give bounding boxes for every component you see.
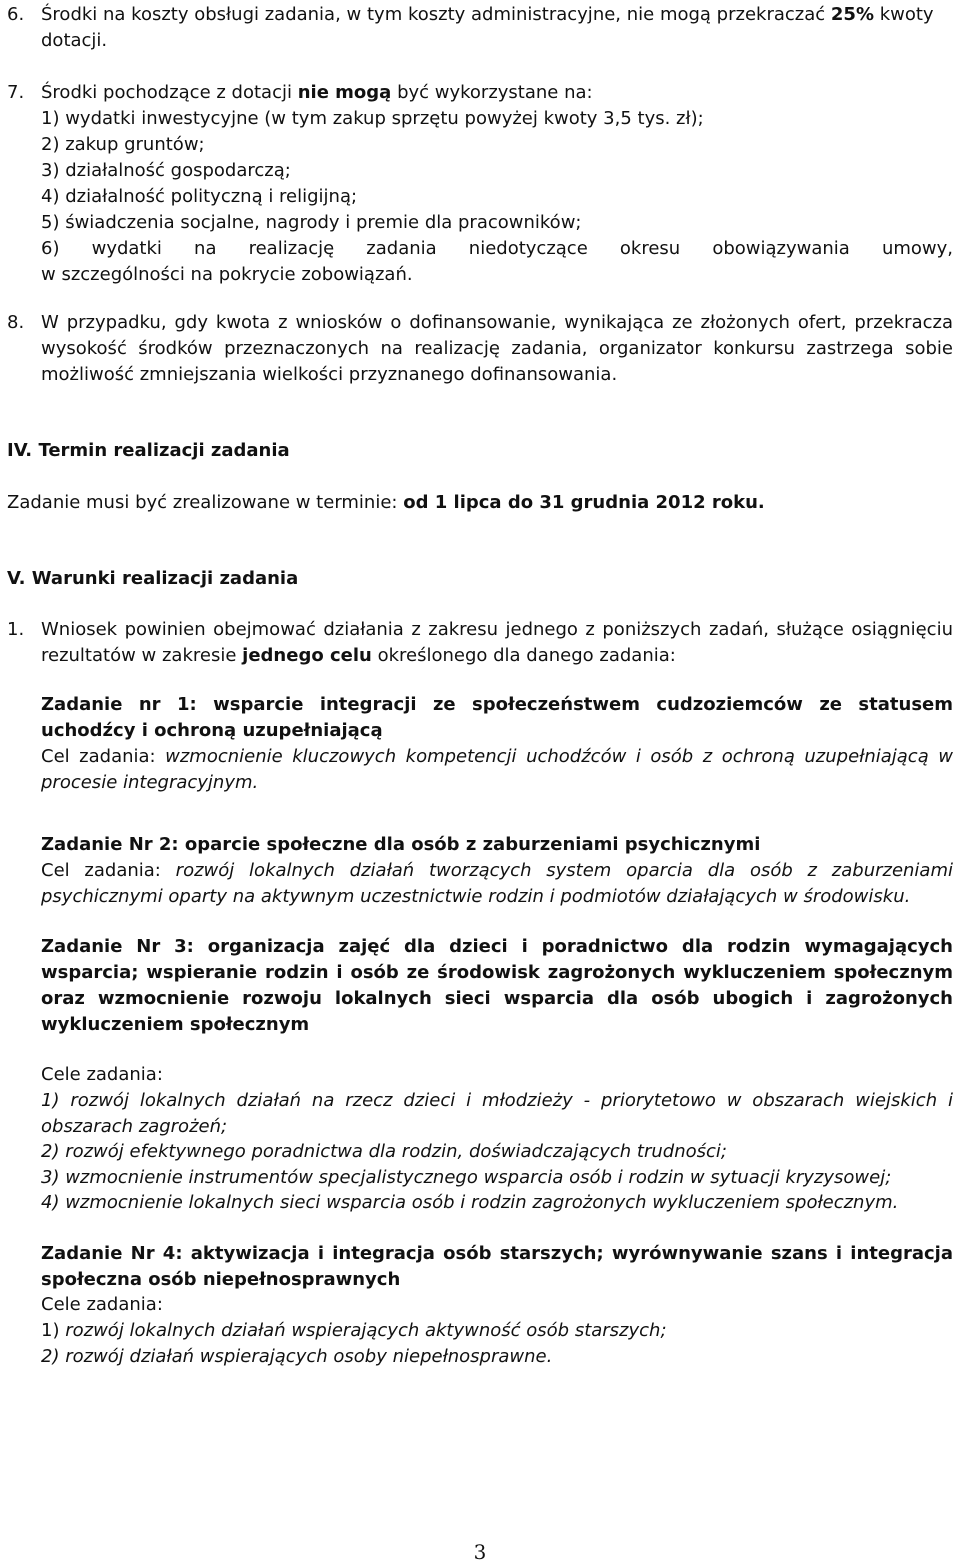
task-3-goal: 1) rozwój lokalnych działań na rzecz dzieci i młodzieży - priorytetowo w obszarach wiejskich i obszarach zagrożeń; [41, 1090, 953, 1137]
goal-label: Cel zadania: [41, 746, 156, 767]
list-item: 2) zakup gruntów; [41, 134, 205, 155]
term-dates: od 1 lipca do 31 grudnia 2012 roku. [403, 492, 765, 513]
task-2-title: Zadanie Nr 2: oparcie społeczne dla osób z zaburzeniami psychicznymi [41, 834, 761, 855]
section-v-heading: V. Warunki realizacji zadania [7, 568, 299, 589]
term-text: Zadanie musi być zrealizowane w terminie: [7, 492, 398, 513]
point-text-end: być wykorzystane na: [397, 82, 593, 103]
list-item: 4) działalność polityczną i religijną; [41, 186, 358, 207]
task-3-goal: 4) wzmocnienie lokalnych sieci wsparcia osób i rodzin zagrożonych wykluczeniem społecznym. [41, 1192, 899, 1213]
emphasis: jednego celu [242, 645, 372, 666]
condition-1 [7, 617, 953, 669]
section-iv-heading [7, 438, 919, 464]
percent-limit: 25% [830, 4, 874, 25]
condition-text-end: określonego dla danego zadania: [377, 645, 676, 666]
point-number: 1. [7, 619, 25, 640]
goal-text: wzmocnienie kluczowych kompetencji uchodźców i osób z ochroną uzupełniającą w procesie integracyjnym. [41, 746, 953, 793]
list-item-continued: w szczególności na pokrycie zobowiązań. [41, 264, 413, 285]
goal-text: rozwój lokalnych działań tworzących system oparcia dla osób z zaburzeniami psychicznymi oparty na aktywnym uczestnictwie rodzin i podmiotów działających w środowisku. [41, 860, 953, 907]
task-4-goal-label: Cele zadania: [41, 1294, 163, 1315]
list-item: 6) wydatki na realizację zadania niedotyczące okresu obowiązywania umowy, [41, 238, 953, 259]
task-1-goal [41, 744, 953, 796]
task-3-goal-label: Cele zadania: [41, 1064, 163, 1085]
goal-text: rozwój lokalnych działań wspierających aktywność osób starszych; [65, 1320, 667, 1341]
term-sentence [7, 490, 919, 516]
point-number: 8. [7, 312, 25, 333]
roman-numeral: IV. [7, 440, 33, 461]
point-7 [7, 80, 953, 288]
task-3-goal: 3) wzmocnienie instrumentów specjalistycznego wsparcia osób i rodzin w sytuacji kryzysowej; [41, 1167, 892, 1188]
goal-number: 1) [41, 1320, 60, 1341]
point-number: 6. [7, 4, 25, 25]
point-text: W przypadku, gdy kwota z wniosków o dofinansowanie, wynikająca ze złożonych ofert, przekracza wysokość środków przeznaczonych na realizację zadania, organizator konkursu zastrzega sobie możliwość zmniejszania wielkości przyznanego dofinansowania. [41, 312, 953, 385]
task-2-goal [41, 858, 953, 910]
task-3-title: Zadanie Nr 3: organizacja zajęć dla dzieci i poradnictwo dla rodzin wymagających wsparcia; wspieranie rodzin i osób ze środowisk zagrożonych wykluczeniem społecznym oraz wzmocnienie rozwoju lokalnych sieci wsparcia dla osób ubogich i zagrożonych wykluczeniem społecznym [41, 936, 953, 1035]
task-3-goal: 2) rozwój efektywnego poradnictwa dla rodzin, doświadczających trudności; [41, 1141, 727, 1162]
point-text: Środki pochodzące z dotacji [41, 82, 292, 103]
task-4-title: Zadanie Nr 4: aktywizacja i integracja osób starszych; wyrównywanie szans i integracja społeczna osób niepełnosprawnych [41, 1243, 953, 1290]
page-number: 3 [473, 1540, 487, 1564]
point-6 [7, 2, 953, 54]
emphasis: nie mogą [297, 82, 392, 103]
list-item: 3) działalność gospodarczą; [41, 160, 291, 181]
list-item: 5) świadczenia socjalne, nagrody i premie dla pracowników; [41, 212, 582, 233]
condition-text: Wniosek powinien obejmować działania z zakresu jednego z poniższych zadań, służące osiągnięciu rezultatów w zakresie [41, 619, 953, 666]
task-1-title: Zadanie nr 1: wsparcie integracji ze społeczeństwem cudzoziemców ze statusem uchodźcy i ochroną uzupełniającą [41, 694, 953, 741]
task-4-goal [41, 1318, 953, 1344]
point-text: Środki na koszty obsługi zadania, w tym koszty administracyjne, nie mogą przekraczać [41, 4, 826, 25]
list-item: 1) wydatki inwestycyjne (w tym zakup sprzętu powyżej kwoty 3,5 tys. zł); [41, 108, 704, 129]
point-number: 7. [7, 82, 25, 103]
point-text-end: kwoty dotacji. [41, 4, 934, 51]
goal-label: Cel zadania: [41, 860, 161, 881]
point-8 [7, 310, 953, 388]
section-title: Termin realizacji zadania [38, 440, 290, 461]
task-4-goal: 2) rozwój działań wspierających osoby niepełnosprawne. [41, 1346, 553, 1367]
